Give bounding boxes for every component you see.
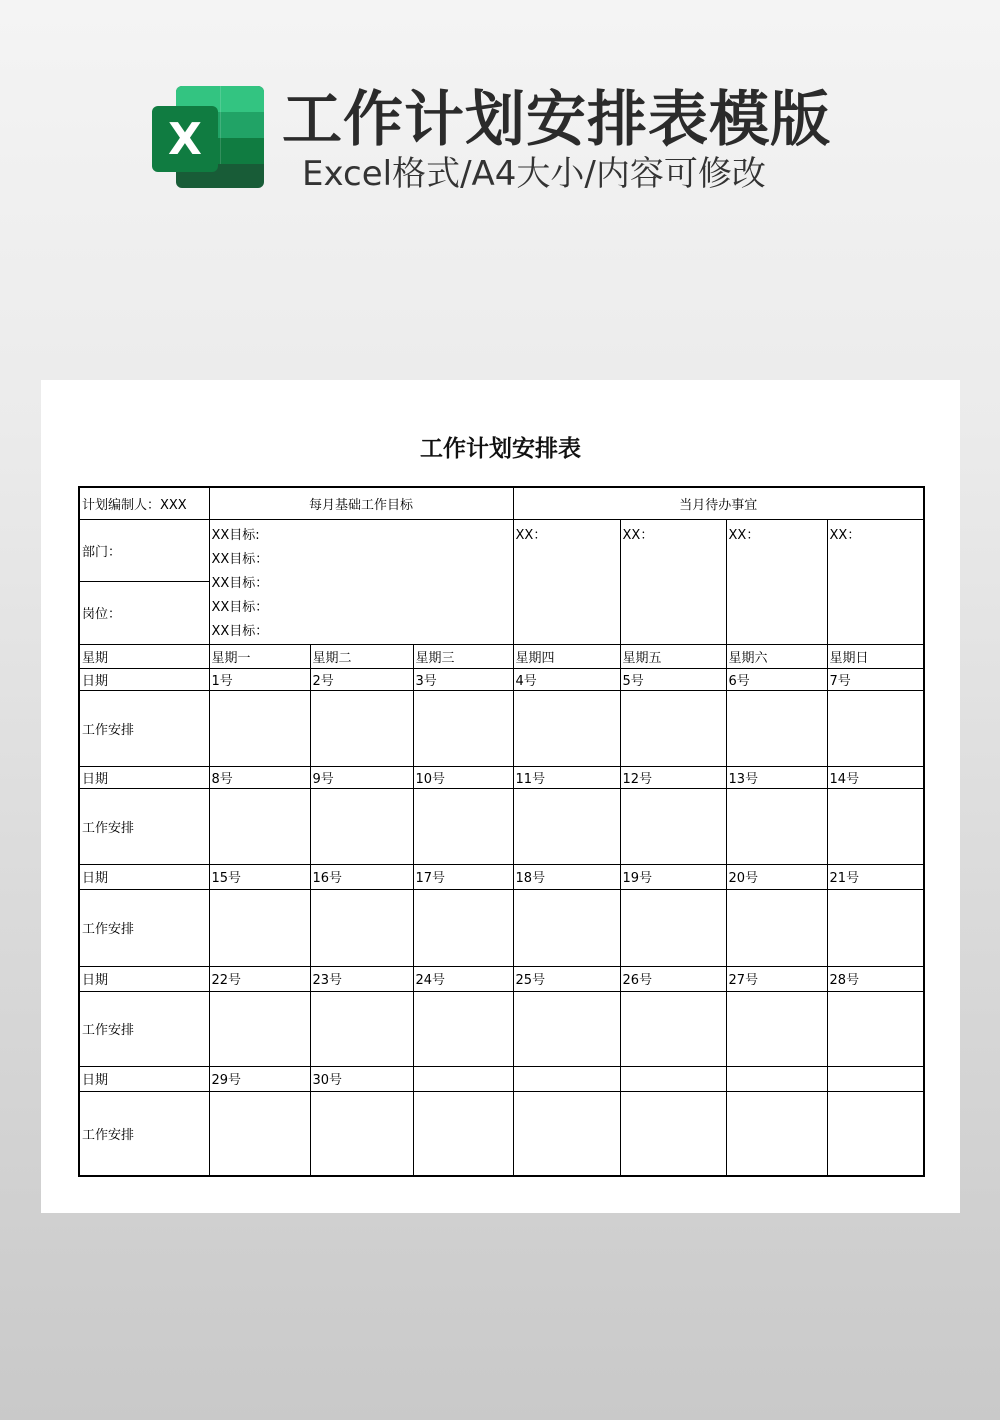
date-label: 日期 <box>79 864 209 889</box>
date-cell <box>726 1066 827 1091</box>
work-label: 工作安排 <box>79 889 209 966</box>
weekday-label: 星期 <box>79 644 209 668</box>
date-cell: 6号 <box>726 668 827 690</box>
date-cell: 4号 <box>513 668 620 690</box>
date-cell: 16号 <box>310 864 413 889</box>
date-cell: 2号 <box>310 668 413 690</box>
goal-line: XX目标： <box>211 551 269 567</box>
date-cell: 23号 <box>310 966 413 991</box>
date-cell: 9号 <box>310 766 413 788</box>
work-cell <box>513 788 620 864</box>
date-cell: 11号 <box>513 766 620 788</box>
main-title: 工作计划安排表模版 <box>282 85 831 155</box>
weekday-cell: 星期日 <box>827 644 924 668</box>
goal-line: XX目标： <box>211 623 269 639</box>
work-cell <box>726 1091 827 1176</box>
work-row <box>79 1091 924 1176</box>
weekday-cell: 星期一 <box>209 644 310 668</box>
date-cell: 29号 <box>209 1066 310 1091</box>
date-cell <box>620 1066 726 1091</box>
work-cell <box>310 1091 413 1176</box>
work-cell <box>513 991 620 1066</box>
work-cell <box>620 889 726 966</box>
work-cell <box>620 1091 726 1176</box>
work-cell <box>827 690 924 766</box>
date-cell: 26号 <box>620 966 726 991</box>
todo-header: 当月待办事宜 <box>513 487 924 519</box>
work-row <box>79 690 924 766</box>
date-row <box>79 668 924 690</box>
work-cell <box>209 991 310 1066</box>
date-row <box>79 766 924 788</box>
work-row <box>79 889 924 966</box>
date-cell: 24号 <box>413 966 513 991</box>
date-cell: 30号 <box>310 1066 413 1091</box>
work-cell <box>827 991 924 1066</box>
todo-cell: XX： <box>726 519 827 644</box>
date-cell: 5号 <box>620 668 726 690</box>
work-cell <box>310 889 413 966</box>
work-cell <box>513 889 620 966</box>
date-cell: 19号 <box>620 864 726 889</box>
date-cell: 18号 <box>513 864 620 889</box>
work-cell <box>620 788 726 864</box>
date-label: 日期 <box>79 668 209 690</box>
work-cell <box>827 1091 924 1176</box>
date-cell: 25号 <box>513 966 620 991</box>
todo-cell: XX： <box>513 519 620 644</box>
goals-cell <box>209 519 513 644</box>
work-cell <box>310 991 413 1066</box>
work-cell <box>513 1091 620 1176</box>
plan-table <box>78 486 925 1177</box>
work-cell <box>726 788 827 864</box>
weekday-cell: 星期三 <box>413 644 513 668</box>
post-label: 岗位： <box>79 582 209 645</box>
work-cell <box>209 690 310 766</box>
date-cell: 28号 <box>827 966 924 991</box>
work-cell <box>620 991 726 1066</box>
date-label: 日期 <box>79 1066 209 1091</box>
date-cell: 8号 <box>209 766 310 788</box>
work-cell <box>827 889 924 966</box>
date-cell: 3号 <box>413 668 513 690</box>
date-cell: 27号 <box>726 966 827 991</box>
work-cell <box>413 690 513 766</box>
date-cell: 22号 <box>209 966 310 991</box>
date-cell: 10号 <box>413 766 513 788</box>
date-cell: 7号 <box>827 668 924 690</box>
date-cell: 17号 <box>413 864 513 889</box>
work-label: 工作安排 <box>79 1091 209 1176</box>
date-row <box>79 1066 924 1091</box>
date-row <box>79 966 924 991</box>
work-label: 工作安排 <box>79 991 209 1066</box>
work-cell <box>310 788 413 864</box>
date-cell: 15号 <box>209 864 310 889</box>
work-cell <box>513 690 620 766</box>
date-cell <box>413 1066 513 1091</box>
excel-logo-icon <box>152 86 264 188</box>
date-cell <box>513 1066 620 1091</box>
work-cell <box>413 788 513 864</box>
date-label: 日期 <box>79 766 209 788</box>
weekday-cell: 星期五 <box>620 644 726 668</box>
work-cell <box>827 788 924 864</box>
goal-line: XX目标: <box>211 527 260 543</box>
date-cell: 20号 <box>726 864 827 889</box>
dept-label: 部门： <box>79 519 209 582</box>
planner-label: 计划编制人：XXX <box>79 487 209 519</box>
date-cell: 12号 <box>620 766 726 788</box>
date-cell: 13号 <box>726 766 827 788</box>
excel-logo-letter: X <box>168 114 202 165</box>
work-label: 工作安排 <box>79 788 209 864</box>
sheet-title: 工作计划安排表 <box>420 436 581 462</box>
todo-cell: XX： <box>827 519 924 644</box>
work-cell <box>413 1091 513 1176</box>
date-cell: 1号 <box>209 668 310 690</box>
work-cell <box>726 991 827 1066</box>
date-cell: 14号 <box>827 766 924 788</box>
subtitle: Excel格式/A4大小/内容可修改 <box>302 154 766 194</box>
date-label: 日期 <box>79 966 209 991</box>
goals-header: 每月基础工作目标 <box>209 487 513 519</box>
work-cell <box>726 889 827 966</box>
work-row <box>79 788 924 864</box>
work-cell <box>726 690 827 766</box>
spreadsheet-preview <box>41 380 960 1213</box>
work-cell <box>209 889 310 966</box>
work-cell <box>209 788 310 864</box>
work-cell <box>413 991 513 1066</box>
work-cell <box>209 1091 310 1176</box>
weekday-cell: 星期六 <box>726 644 827 668</box>
work-row <box>79 991 924 1066</box>
weekday-cell: 星期四 <box>513 644 620 668</box>
date-cell <box>827 1066 924 1091</box>
todo-cell: XX： <box>620 519 726 644</box>
work-label: 工作安排 <box>79 690 209 766</box>
weekday-cell: 星期二 <box>310 644 413 668</box>
goal-line: XX目标： <box>211 599 269 615</box>
work-cell <box>310 690 413 766</box>
goal-line: XX目标： <box>211 575 269 591</box>
date-cell: 21号 <box>827 864 924 889</box>
date-row <box>79 864 924 889</box>
work-cell <box>620 690 726 766</box>
work-cell <box>413 889 513 966</box>
